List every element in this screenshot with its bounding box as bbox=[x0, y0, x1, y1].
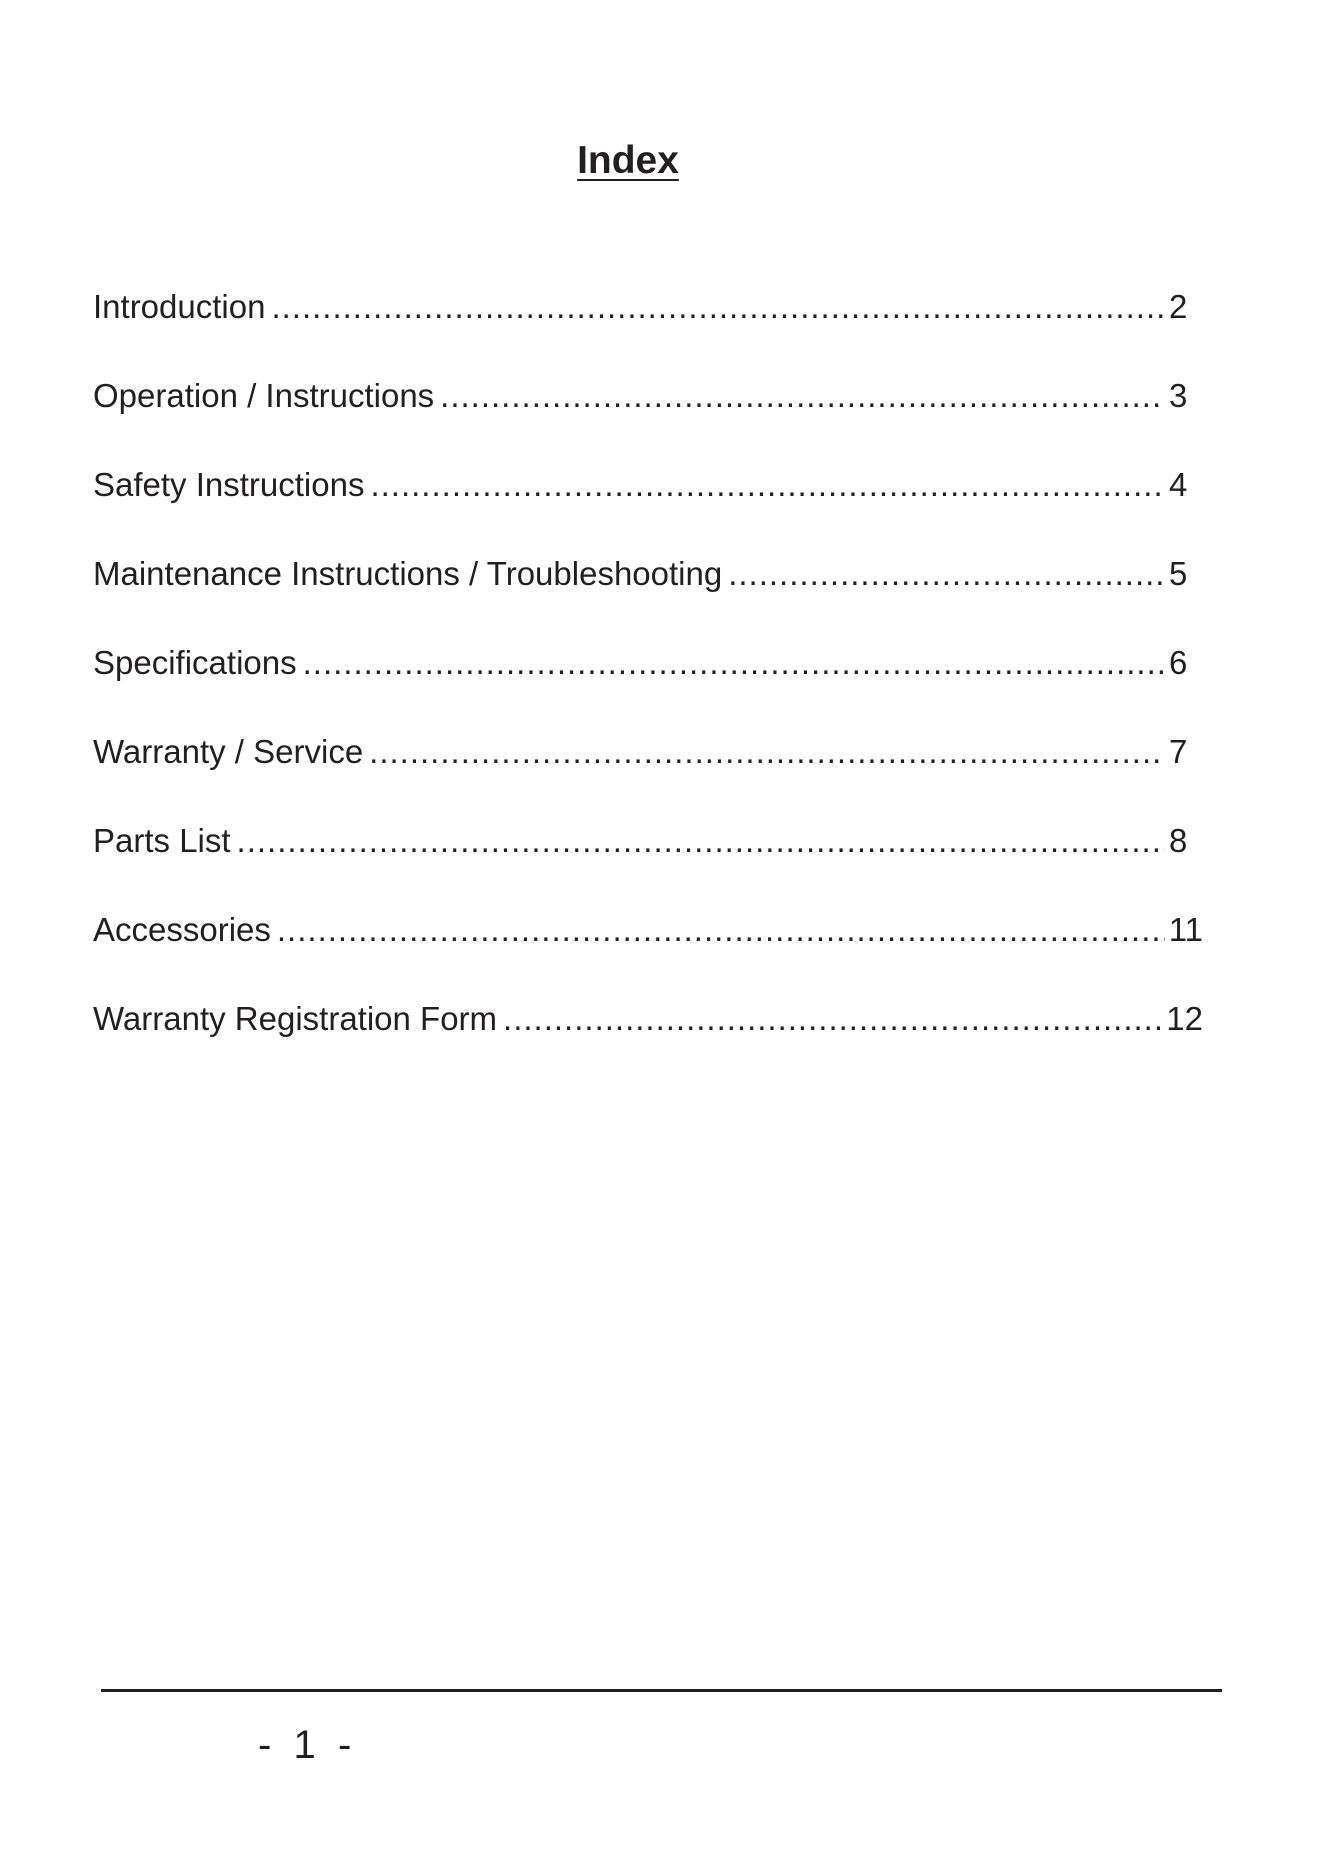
toc-entry-label: Warranty Registration Form bbox=[93, 1000, 498, 1037]
toc-entry-label: Safety Instructions bbox=[93, 466, 365, 503]
dot-leader bbox=[370, 463, 1165, 507]
dot-leader bbox=[271, 285, 1165, 329]
toc-entry-label: Parts List bbox=[93, 822, 231, 859]
dot-leader bbox=[503, 997, 1162, 1041]
toc-entry-label: Operation / Instructions bbox=[93, 377, 435, 414]
toc-entry-label: Specifications bbox=[93, 644, 297, 681]
dot-leader bbox=[237, 819, 1165, 863]
toc-entry-operation-instructions bbox=[93, 374, 1203, 463]
dot-leader bbox=[277, 908, 1165, 952]
toc-entry-page: 8 bbox=[1169, 822, 1188, 859]
toc-entry-introduction bbox=[93, 285, 1203, 374]
toc-entry-warranty-service bbox=[93, 730, 1203, 819]
footer-page-number: - 1 - bbox=[258, 1723, 352, 1767]
toc-entry-label: Maintenance Instructions / Troubleshooting bbox=[93, 555, 723, 592]
toc-entry-page: 7 bbox=[1169, 733, 1188, 770]
dot-leader bbox=[728, 552, 1165, 596]
toc-entry-page: 11 bbox=[1168, 911, 1203, 948]
toc-entry-page: 6 bbox=[1169, 644, 1188, 681]
dot-leader bbox=[369, 730, 1165, 774]
toc-entry-label: Introduction bbox=[93, 288, 266, 325]
toc-entry-page: 2 bbox=[1169, 288, 1188, 325]
toc-entry-page: 3 bbox=[1169, 377, 1188, 414]
toc-entry-page: 12 bbox=[1166, 1000, 1203, 1037]
toc-entry-maintenance-troubleshooting bbox=[93, 552, 1203, 641]
dot-leader bbox=[440, 374, 1165, 418]
toc-entry-label: Warranty / Service bbox=[93, 733, 364, 770]
page-title bbox=[0, 136, 1264, 186]
page-title-text: Index bbox=[577, 139, 679, 182]
table-of-contents bbox=[93, 285, 1203, 1086]
toc-entry-parts-list bbox=[93, 819, 1203, 908]
dot-leader bbox=[303, 641, 1165, 685]
toc-entry-warranty-registration-form bbox=[93, 997, 1203, 1086]
footer-divider bbox=[101, 1689, 1222, 1692]
toc-entry-safety-instructions bbox=[93, 463, 1203, 552]
toc-entry-page: 5 bbox=[1169, 555, 1188, 592]
toc-entry-page: 4 bbox=[1169, 466, 1188, 503]
toc-entry-specifications bbox=[93, 641, 1203, 730]
toc-entry-accessories bbox=[93, 908, 1203, 997]
toc-entry-label: Accessories bbox=[93, 911, 271, 948]
